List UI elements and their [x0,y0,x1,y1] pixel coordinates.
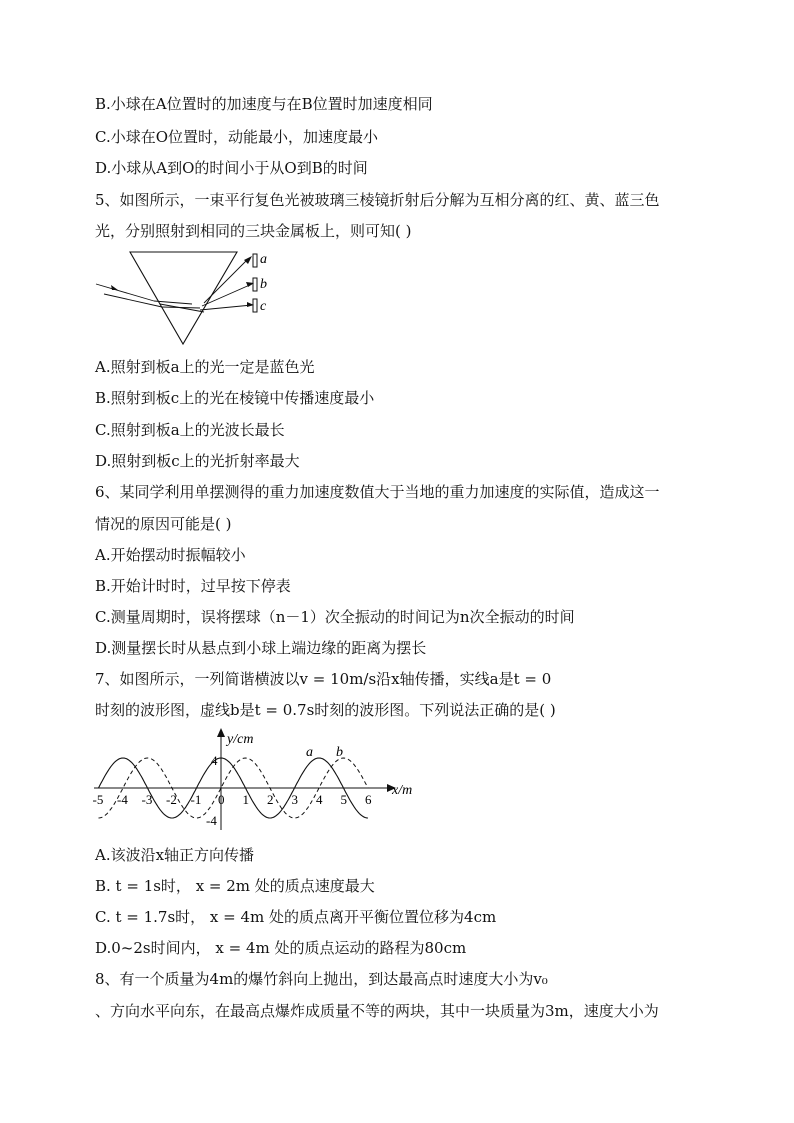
option-4b: B.小球在A位置时的加速度与在B位置时加速度相同 [95,95,433,113]
x-tick-label: 4 [316,792,323,807]
question-8-stem-1: 8、有一个质量为4m的爆竹斜向上抛出，到达最高点时速度大小为v₀ [95,970,548,988]
question-6-stem-2: 情况的原因可能是( ) [95,515,232,533]
x-tick-label: 5 [340,792,347,807]
x-tick-label: -4 [117,792,128,807]
x-tick-label: -1 [190,792,202,807]
x-tick-label: -5 [92,792,104,807]
x-tick-label: 0 [218,792,225,807]
option-5b: B.照射到板c上的光在棱镜中传播速度最小 [95,389,375,407]
plate-label-b: b [260,277,267,292]
option-5d: D.照射到板c上的光折射率最大 [95,452,300,470]
wave-graph [90,726,430,836]
question-5-stem-2: 光，分别照射到相同的三块金属板上，则可知( ) [95,222,412,240]
option-7c: C. t = 1.7s时， x = 4m 处的质点离开平衡位置位移为4cm [95,908,497,926]
prism-figure [92,248,292,350]
series-label-a: a [306,745,313,760]
option-6d: D.测量摆长时从悬点到小球上端边缘的距离为摆长 [95,639,427,657]
option-5a: A.照射到板a上的光一定是蓝色光 [95,358,315,376]
question-7-stem-1: 7、如图所示，一列简谐横波以v = 10m/s沿x轴传播，实线a是t = 0 [95,670,552,688]
x-tick-label: -2 [166,792,177,807]
x-axis-label: x/m [392,783,413,798]
option-7a: A.该波沿x轴正方向传播 [95,846,255,864]
x-tick-labels [93,792,373,807]
x-tick-label: 2 [267,792,274,807]
x-tick-label: 1 [242,792,249,807]
series-label-b: b [336,745,343,760]
x-tick-label: 3 [291,792,298,807]
option-6c: C.测量周期时，误将摆球（n－1）次全振动的时间记为n次全振动的时间 [95,608,575,626]
question-7-stem-2: 时刻的波形图，虚线b是t = 0.7s时刻的波形图。下列说法正确的是( ) [95,701,556,719]
plate-label-a: a [260,252,267,267]
option-6b: B.开始计时时，过早按下停表 [95,577,291,595]
question-6-stem-1: 6、某同学利用单摆测得的重力加速度数值大于当地的重力加速度的实际值，造成这一 [95,483,660,501]
plate-c [253,299,257,312]
plate-label-c: c [260,299,267,314]
option-4d: D.小球从A到O的时间小于从O到B的时间 [95,159,368,177]
option-6a: A.开始摆动时振幅较小 [95,546,246,564]
option-5c: C.照射到板a上的光波长最长 [95,421,285,439]
question-5-stem-1: 5、如图所示，一束平行复色光被玻璃三棱镜折射后分解为互相分离的红、黄、蓝三色 [95,191,660,209]
arrowheads [111,256,254,307]
y-axis-label: y/cm [227,732,254,747]
option-7d: D.0~2s时间内， x = 4m 处的质点运动的路程为80cm [95,939,467,957]
y-tick-neg4: -4 [206,813,217,828]
option-7b: B. t = 1s时， x = 2m 处的质点速度最大 [95,877,375,895]
y-axis-arrow [217,728,225,737]
y-tick-4: 4 [211,753,218,768]
x-tick-label: -3 [141,792,153,807]
x-tick-label: 6 [365,792,372,807]
plate-a [253,254,257,267]
incident-light-rays [96,260,252,312]
plate-b [253,278,257,291]
question-8-stem-2: 、方向水平向东，在最高点爆炸成质量不等的两块，其中一块质量为3m，速度大小为 [95,1002,659,1020]
option-4c: C.小球在O位置时，动能最小，加速度最小 [95,128,379,146]
